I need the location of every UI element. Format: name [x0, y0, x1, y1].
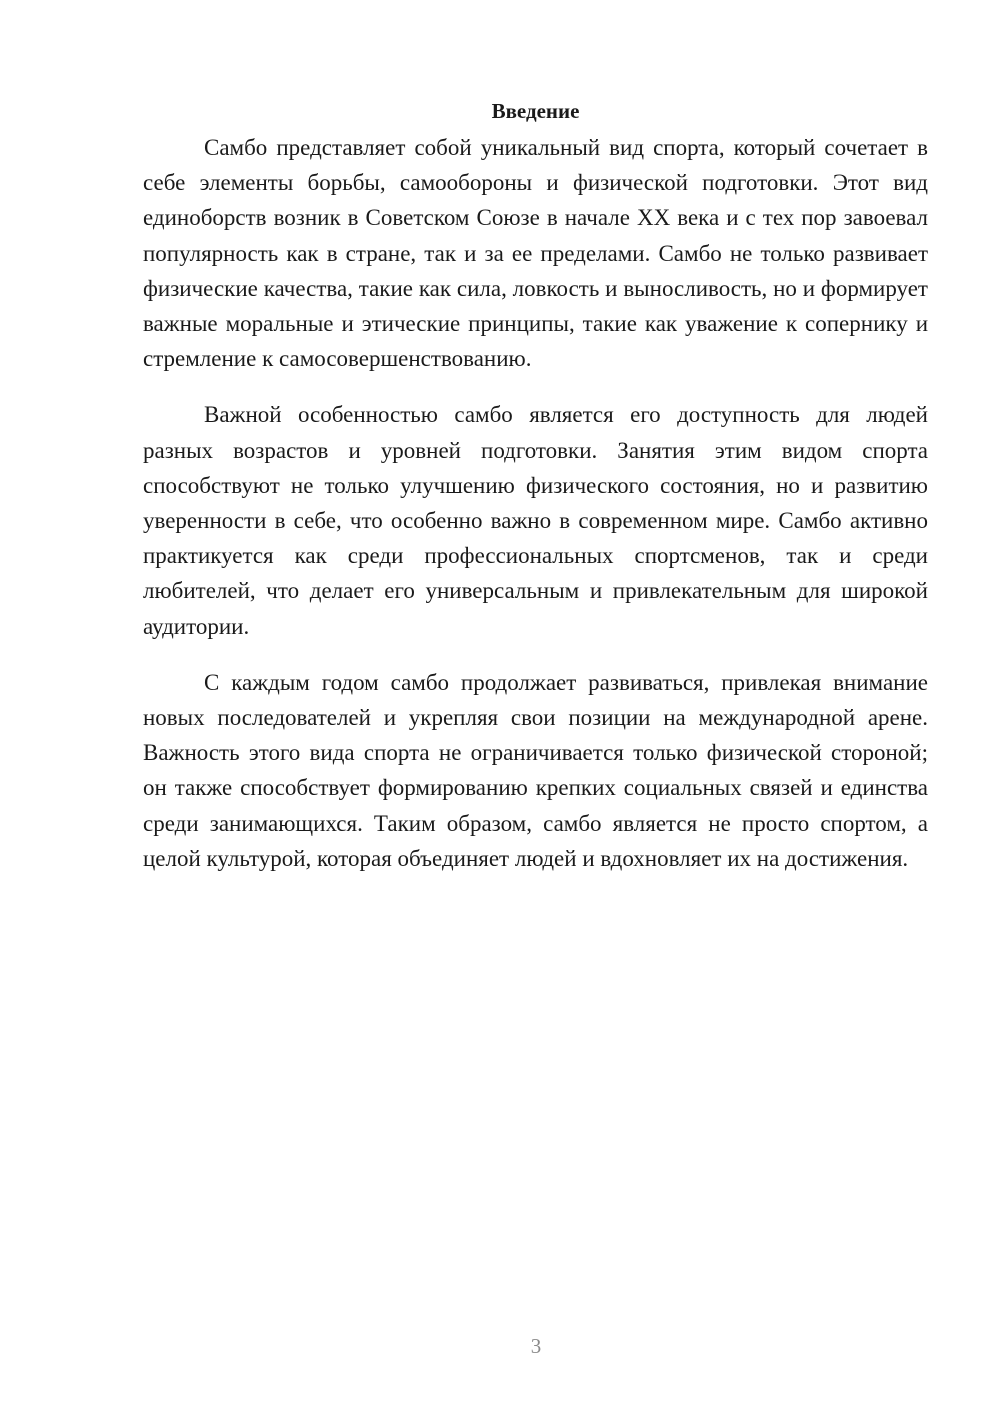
page-number: 3 — [530, 1334, 542, 1358]
paragraph-1: Самбо представляет собой уникальный вид спорта, который сочетает в себе элементы борьбы, самообороны и физической подготовки. Этот вид единоборств возник в Советском Союзе в начале XX века и с тех пор завоевал популярность как в стране, так и за ее пределами. Самбо не только развивает физические качества, такие как сила, ловкость и выносливость, но и формирует важные моральные и этические принципы, такие как уважение к сопернику и стремление к самосовершенствованию. — [143, 135, 928, 372]
page-content — [143, 96, 928, 897]
section-title: Введение — [491, 99, 580, 123]
paragraph-2: Важной особенностью самбо является его доступность для людей разных возрастов и уровней подготовки. Занятия этим видом спорта способствуют не только улучшению физического состояния, но и развитию уверенности в себе, что особенно важно в современном мире. Самбо активно практикуется как среди профессиональных спортсменов, так и среди любителей, что делает его универсальным и привлекательным для широкой аудитории. — [143, 402, 928, 639]
paragraph-3: С каждым годом самбо продолжает развиваться, привлекая внимание новых последователей и укрепляя свои позиции на международной арене. Важность этого вида спорта не ограничивается только физической стороной; он также способствует формированию крепких социальных связей и единства среди занимающихся. Таким образом, самбо является не просто спортом, а целой культурой, которая объединяет людей и вдохновляет их на достижения. — [143, 669, 928, 871]
